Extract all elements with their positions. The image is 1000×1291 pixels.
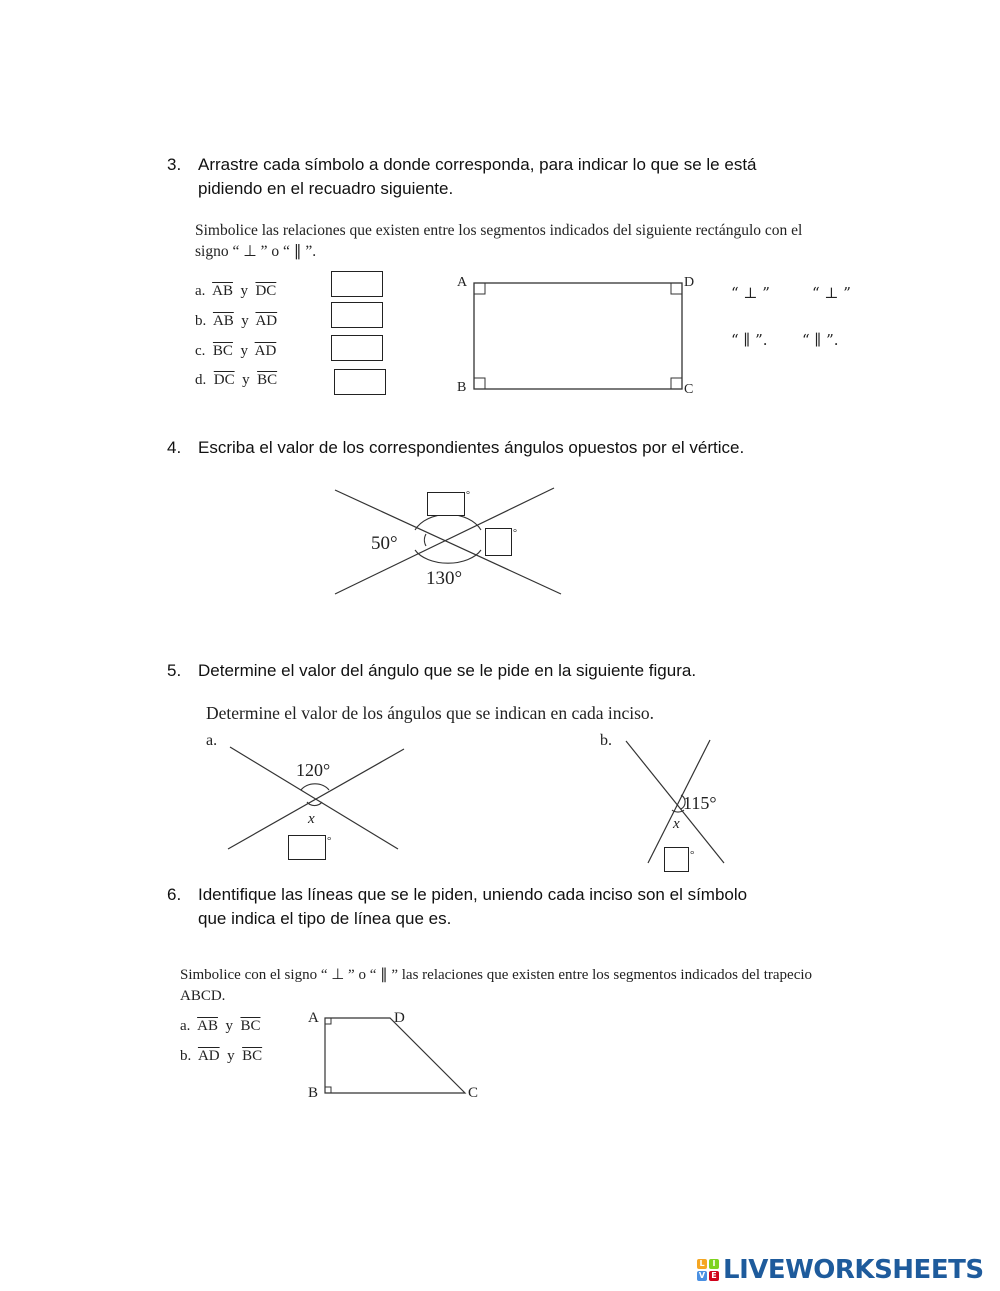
arc-top xyxy=(301,784,329,790)
vertex-d: D xyxy=(394,1010,405,1026)
q4-number: 4. xyxy=(167,438,182,457)
right-angle-mark-c xyxy=(671,378,682,389)
q3-item-a: a. $\overline{AB}$ y $\overline{DC}$ xyxy=(195,283,277,299)
q4-degree-right: ° xyxy=(513,528,517,539)
q3-answer-box-d[interactable] xyxy=(334,369,386,395)
vertex-c: C xyxy=(468,1085,479,1101)
q5-part-b-label: b. xyxy=(600,732,612,749)
vertex-b: B xyxy=(308,1085,319,1101)
liveworksheets-logo-text: LIVEWORKSHEETS xyxy=(723,1255,984,1285)
symbol-parallel-1[interactable]: “ ∥ ”. xyxy=(731,331,768,349)
vertex-a: A xyxy=(308,1010,319,1026)
right-angle-mark-d xyxy=(671,283,682,294)
q3-item-c: c. $\overline{BC}$ y $\overline{AD}$ xyxy=(195,343,277,359)
liveworksheets-logo xyxy=(697,1253,984,1287)
arc-left xyxy=(424,534,426,546)
q3-instruction-line2: signo “ ⊥ ” o “ ∥ ”. xyxy=(195,243,317,260)
right-angle-mark-a xyxy=(474,283,485,294)
q5-instruction: Determine el valor de los ángulos que se indican en cada inciso. xyxy=(206,703,655,723)
unknown-x: x xyxy=(308,811,315,827)
unknown-x: x xyxy=(673,816,680,832)
q3-rectangle-diagram xyxy=(450,270,710,400)
q6-item-a: a. $\overline{AB}$ y $\overline{BC}$ xyxy=(180,1018,261,1034)
symbol-parallel-2[interactable]: “ ∥ ”. xyxy=(802,331,839,349)
q3-answer-box-a[interactable] xyxy=(331,271,383,297)
right-angle-mark-a xyxy=(325,1018,331,1024)
q6-instruction-line1: Simbolice con el signo “ ⊥ ” o “ ∥ ” las relaciones que existen entre los segmentos indicados del trapecio xyxy=(180,967,813,983)
vertex-d: D xyxy=(684,275,695,290)
q3-number: 3. xyxy=(167,155,182,174)
q4-text: Escriba el valor de los correspondientes ángulos opuestos por el vértice. xyxy=(198,438,745,457)
q5-degree-a: ° xyxy=(327,835,332,847)
q3-item-b: b. $\overline{AB}$ y $\overline{AD}$ xyxy=(195,313,278,329)
rectangle-shape xyxy=(474,283,682,389)
angle-label: 115° xyxy=(683,793,717,813)
q3-answer-box-c[interactable] xyxy=(331,335,383,361)
q3-instruction-line1: Simbolice las relaciones que existen entre los segmentos indicados del siguiente rectángulo con el xyxy=(195,222,803,239)
angle-left-label: 50° xyxy=(371,533,398,554)
q4-degree-top: ° xyxy=(466,490,470,501)
trapezoid-shape xyxy=(325,1018,465,1093)
q6-number: 6. xyxy=(167,885,182,904)
vertex-c: C xyxy=(684,382,694,397)
right-angle-mark-b xyxy=(474,378,485,389)
q6-text-line1: Identifique las líneas que se le piden, uniendo cada inciso son el símbolo xyxy=(198,885,748,904)
symbol-perpendicular-1[interactable]: “ ⊥ ” xyxy=(731,284,770,302)
q5-text: Determine el valor del ángulo que se le pide en la siguiente figura. xyxy=(198,661,697,680)
q3-item-d: d. $\overline{DC}$ y $\overline{BC}$ xyxy=(195,372,278,388)
q3-answer-box-b[interactable] xyxy=(331,302,383,328)
q6-item-b: b. $\overline{AD}$ y $\overline{BC}$ xyxy=(180,1048,263,1064)
q5-degree-b: ° xyxy=(690,849,695,861)
symbol-perpendicular-2[interactable]: “ ⊥ ” xyxy=(812,284,851,302)
angle-label: 120° xyxy=(296,760,331,780)
right-angle-mark-b xyxy=(325,1087,331,1093)
vertex-b: B xyxy=(457,380,467,395)
q6-trapezoid-diagram xyxy=(305,1006,505,1106)
q6-instruction-line2: ABCD. xyxy=(180,988,226,1004)
q6-text-line2: que indica el tipo de línea que es. xyxy=(198,909,452,928)
q5-answer-box-a[interactable] xyxy=(288,835,326,860)
q5-answer-box-b[interactable] xyxy=(664,847,689,872)
vertex-a: A xyxy=(457,275,468,290)
q4-answer-box-top[interactable] xyxy=(427,492,465,516)
q5-number: 5. xyxy=(167,661,182,680)
liveworksheets-logo-icon: L I V E xyxy=(697,1259,719,1281)
q3-text-line1: Arrastre cada símbolo a donde corresponda, para indicar lo que se le está xyxy=(198,155,757,174)
q4-answer-box-right[interactable] xyxy=(485,528,512,556)
angle-bottom-label: 130° xyxy=(426,568,463,589)
q3-text-line2: pidiendo en el recuadro siguiente. xyxy=(198,179,454,198)
q5-part-a-label: a. xyxy=(206,732,218,749)
